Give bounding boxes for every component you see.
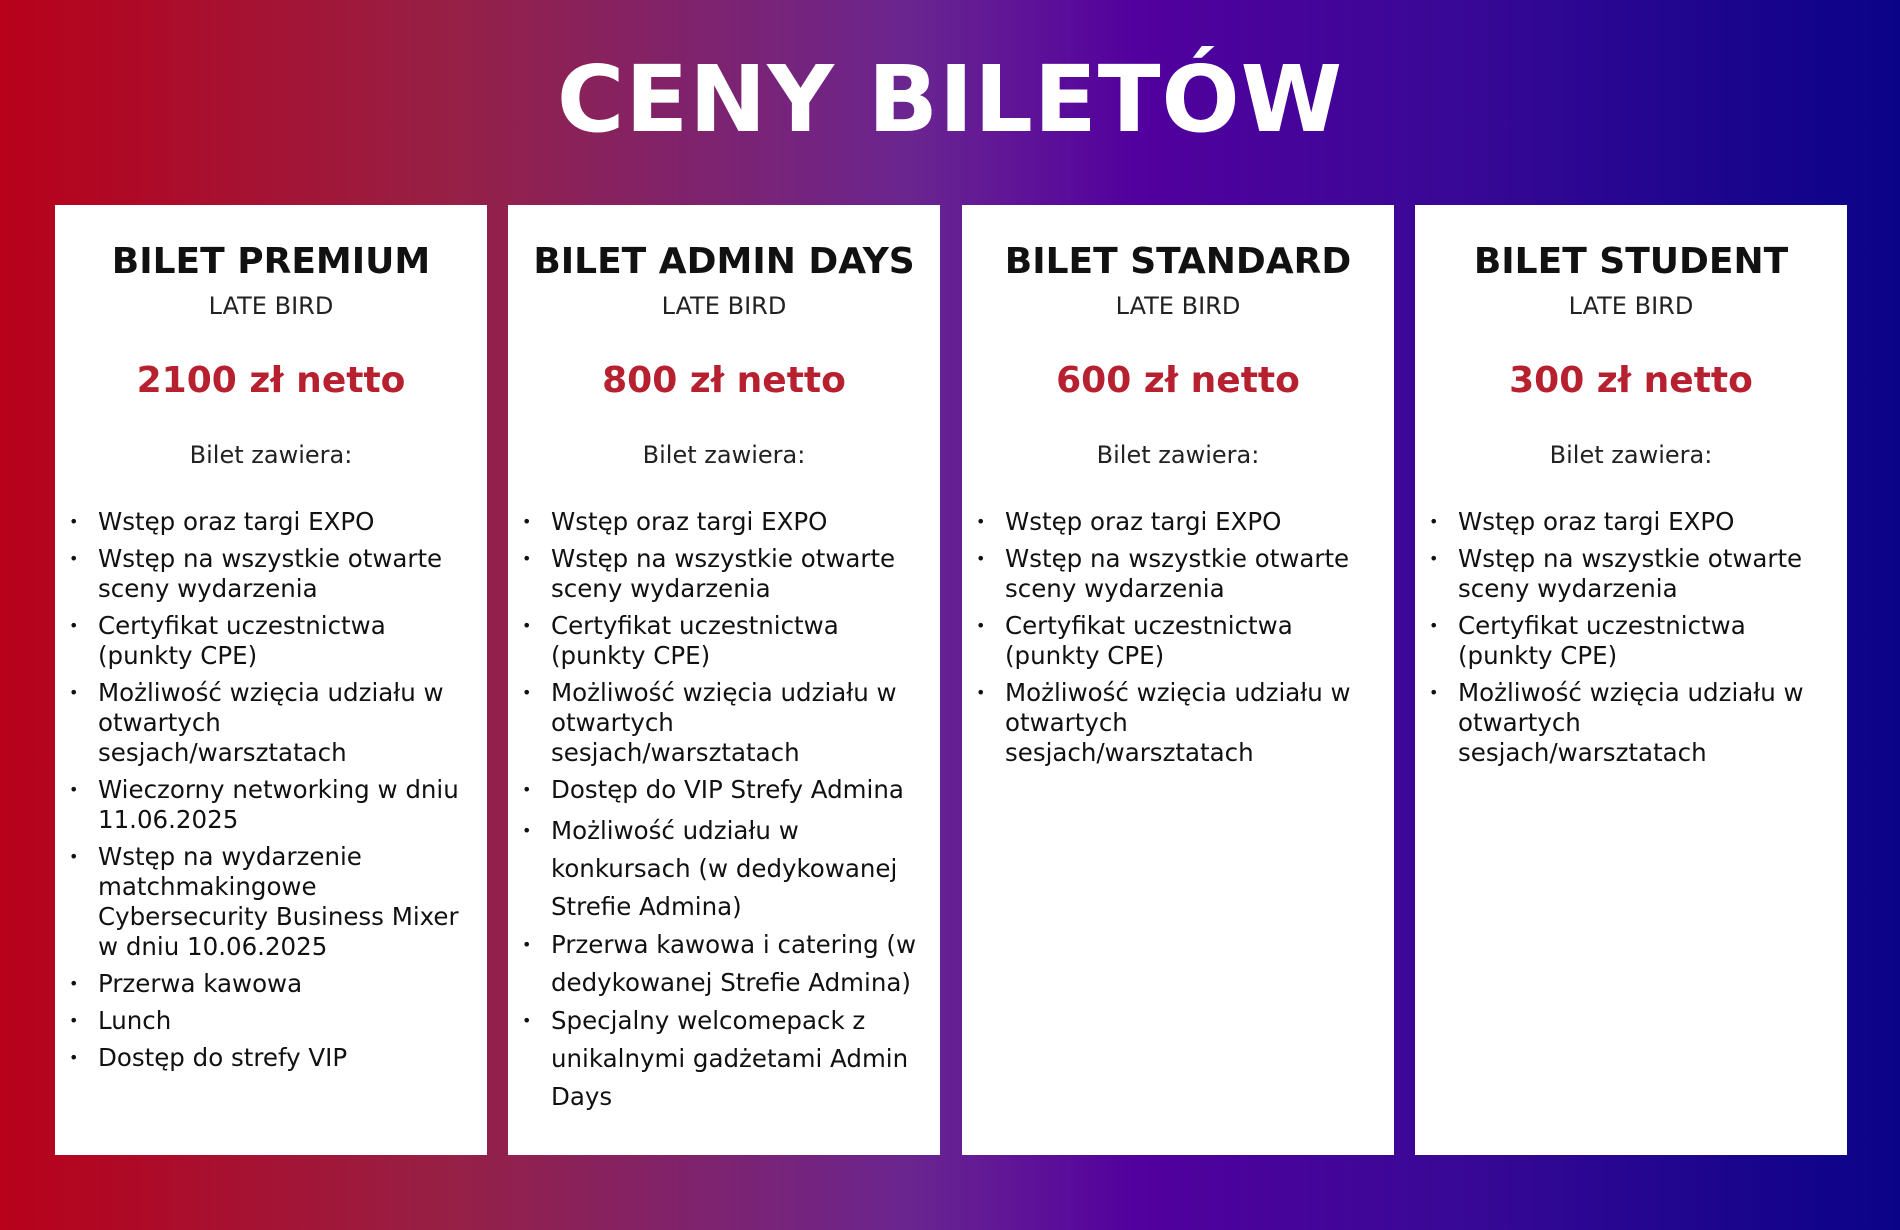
ticket-card-premium bbox=[55, 205, 487, 1155]
includes-label: Bilet zawiera: bbox=[189, 441, 353, 469]
feature-item: • Wstęp oraz targi EXPO bbox=[1458, 507, 1837, 537]
feature-item: • Przerwa kawowa i catering (w dedykowanej Strefie Admina) bbox=[551, 926, 930, 1002]
feature-list bbox=[55, 507, 487, 1073]
feature-item: • Certyfikat uczestnictwa (punkty CPE) bbox=[551, 611, 930, 671]
ticket-name: BILET STANDARD bbox=[1004, 241, 1352, 282]
ticket-price: 2100 zł netto bbox=[136, 360, 406, 401]
page-title: CENY BILETÓW bbox=[556, 46, 1344, 153]
feature-item: • Wstęp na wszystkie otwarte sceny wydarzenia bbox=[98, 544, 477, 604]
feature-item: • Wstęp na wszystkie otwarte sceny wydarzenia bbox=[551, 544, 930, 604]
feature-item: • Przerwa kawowa bbox=[98, 969, 477, 999]
feature-item: • Możliwość wzięcia udziału w otwartych sesjach/warsztatach bbox=[98, 678, 477, 768]
feature-item: • Wstęp oraz targi EXPO bbox=[98, 507, 477, 537]
feature-item: • Lunch bbox=[98, 1006, 477, 1036]
feature-item: • Dostęp do VIP Strefy Admina bbox=[551, 775, 930, 805]
ticket-tier: LATE BIRD bbox=[1115, 292, 1241, 320]
feature-item: • Wstęp na wszystkie otwarte sceny wydarzenia bbox=[1458, 544, 1837, 604]
feature-item: • Wieczorny networking w dniu 11.06.2025 bbox=[98, 775, 477, 835]
ticket-tier: LATE BIRD bbox=[661, 292, 787, 320]
feature-list bbox=[1415, 507, 1847, 768]
ticket-price: 800 zł netto bbox=[602, 360, 846, 401]
feature-item: • Wstęp na wydarzenie matchmakingowe Cybersecurity Business Mixer w dniu 10.06.2025 bbox=[98, 842, 477, 962]
feature-item: • Możliwość wzięcia udziału w otwartych sesjach/warsztatach bbox=[551, 678, 930, 768]
ticket-price: 600 zł netto bbox=[1056, 360, 1300, 401]
includes-label: Bilet zawiera: bbox=[1096, 441, 1260, 469]
feature-list bbox=[508, 507, 940, 805]
ticket-card-standard bbox=[962, 205, 1394, 1155]
includes-label: Bilet zawiera: bbox=[642, 441, 806, 469]
ticket-name: BILET STUDENT bbox=[1473, 241, 1789, 282]
feature-item: • Wstęp oraz targi EXPO bbox=[1005, 507, 1384, 537]
ticket-tier: LATE BIRD bbox=[208, 292, 334, 320]
ticket-name: BILET ADMIN DAYS bbox=[533, 241, 915, 282]
feature-item: • Wstęp na wszystkie otwarte sceny wydarzenia bbox=[1005, 544, 1384, 604]
feature-item: • Certyfikat uczestnictwa (punkty CPE) bbox=[98, 611, 477, 671]
ticket-name: BILET PREMIUM bbox=[111, 241, 431, 282]
ticket-card-admin-days bbox=[508, 205, 940, 1155]
feature-item: • Specjalny welcomepack z unikalnymi gadżetami Admin Days bbox=[551, 1002, 930, 1116]
includes-label: Bilet zawiera: bbox=[1549, 441, 1713, 469]
feature-item: • Certyfikat uczestnictwa (punkty CPE) bbox=[1458, 611, 1837, 671]
feature-item: • Możliwość udziału w konkursach (w dedykowanej Strefie Admina) bbox=[551, 812, 930, 926]
feature-item: • Certyfikat uczestnictwa (punkty CPE) bbox=[1005, 611, 1384, 671]
feature-item: • Wstęp oraz targi EXPO bbox=[551, 507, 930, 537]
feature-list-extra bbox=[508, 812, 940, 1116]
ticket-price: 300 zł netto bbox=[1509, 360, 1753, 401]
feature-list bbox=[962, 507, 1394, 768]
feature-item: • Dostęp do strefy VIP bbox=[98, 1043, 477, 1073]
ticket-tier: LATE BIRD bbox=[1568, 292, 1694, 320]
feature-item: • Możliwość wzięcia udziału w otwartych sesjach/warsztatach bbox=[1458, 678, 1837, 768]
feature-item: • Możliwość wzięcia udziału w otwartych sesjach/warsztatach bbox=[1005, 678, 1384, 768]
ticket-card-student bbox=[1415, 205, 1847, 1155]
